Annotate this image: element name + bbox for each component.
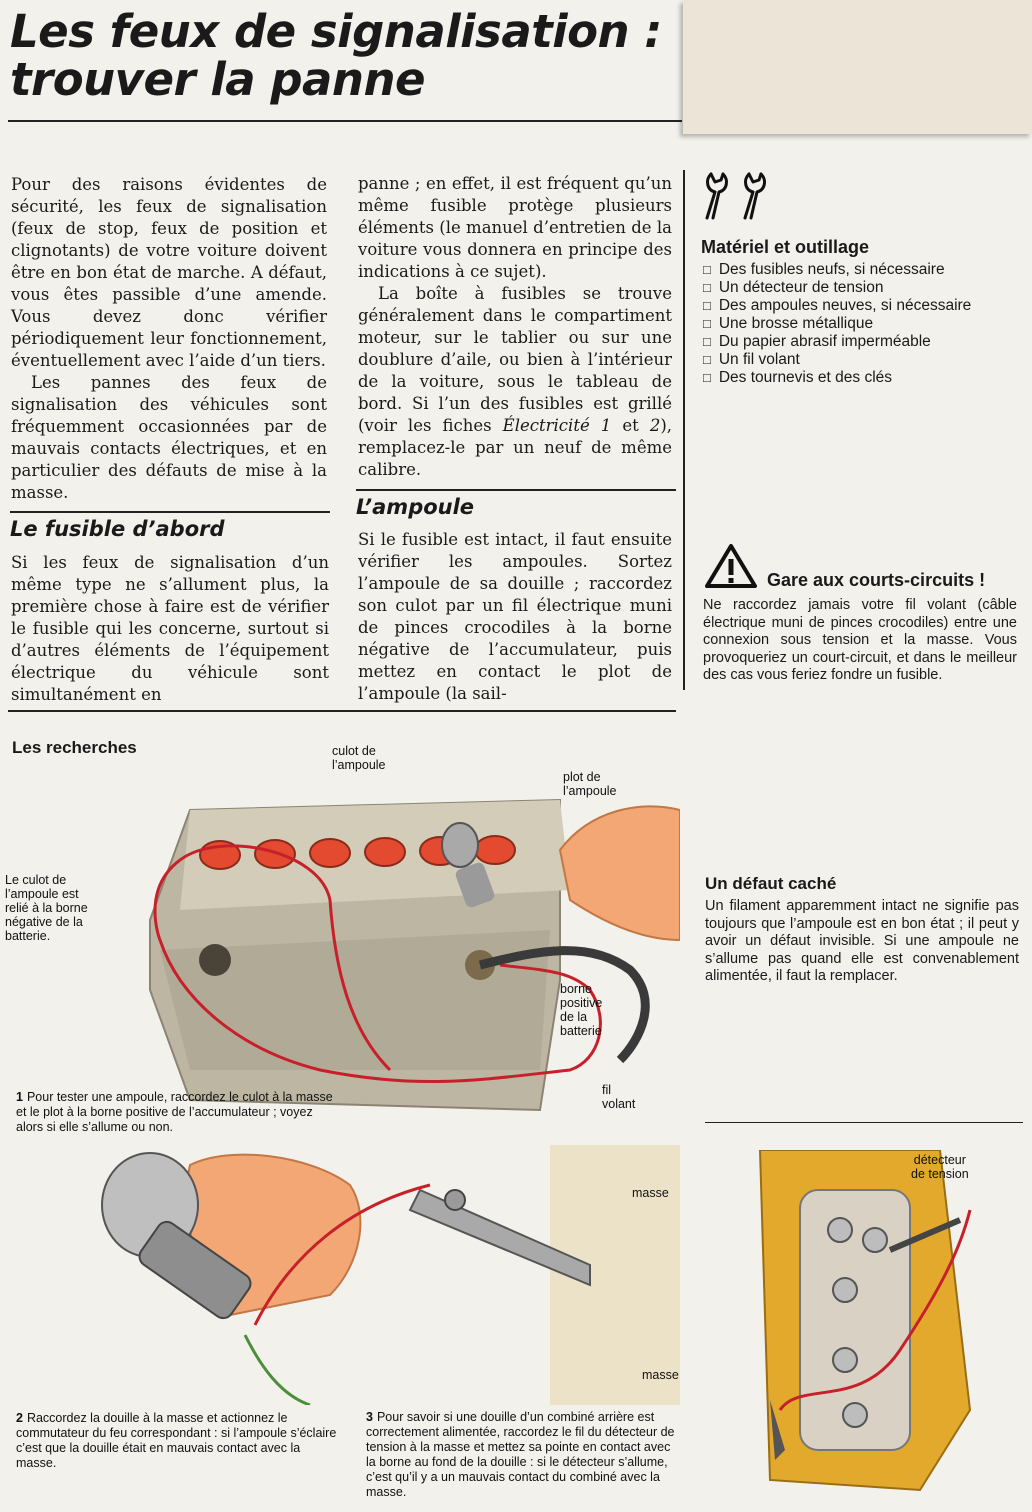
intro-paragraph-1: Pour des raisons évidentes de sécurité, les feux de signalisation (feux de stop, feux de position et clignotants) de votre voiture doivent être en bon état de marche. A défaut, vous êtes passible d’une amende. Vous devez donc vérifier périodiquement leur fonctionnement, éventuellement avec l’aide d’un tiers. xyxy=(11,175,327,370)
tools-item: □ Des fusibles neufs, si nécessaire xyxy=(703,261,1023,279)
corner-paper-tab xyxy=(683,0,1032,134)
warning-icon xyxy=(703,542,759,590)
intro-text xyxy=(11,174,327,504)
tools-item: □ Du papier abrasif imperméable xyxy=(703,333,1023,351)
label-culot: culot de l’ampoule xyxy=(332,744,386,772)
page-title: Les feux de signalisation : trouver la panne xyxy=(10,5,662,106)
tools-item: □ Un détecteur de tension xyxy=(703,279,1023,297)
tools-title: Matériel et outillage xyxy=(701,237,870,257)
recherches-heading: Les recherches xyxy=(12,738,137,757)
fig3-caption: 3 Pour savoir si une douille d’un combiné arrière est correctement alimentée, raccordez le fil du détecteur de tension à la masse et mettez sa pointe en contact avec la borne au fond de la douille : si le détecteur s’allume, c’est qu’il y a un mauvais contact du combiné avec la masse. xyxy=(366,1410,675,1499)
tail-light-illustration xyxy=(740,1150,1032,1512)
tools-item: □ Une brosse métallique xyxy=(703,315,1023,333)
warning-text: Ne raccordez jamais votre fil volant (câble électrique muni de pinces crocodiles) entre une connexion sous tension et la masse. Vous provoqueriez un court-circuit, et dans le meilleur des cas vous feriez fondre un fusible. xyxy=(703,597,1017,683)
label-left: Le culot de l’ampoule est relié à la borne négative de la batterie. xyxy=(5,873,88,943)
tools-item: □ Un fil volant xyxy=(703,351,1023,369)
label-fil: fil volant xyxy=(602,1083,636,1111)
fusible-heading: Le fusible d’abord xyxy=(10,511,330,541)
label-borne: borne positive de la batterie xyxy=(560,982,603,1038)
column-divider xyxy=(683,170,685,690)
battery-illustration xyxy=(120,770,680,1130)
tools-item: □ Des tournevis et des clés xyxy=(703,369,1023,387)
col2-paragraph-2: La boîte à fusibles se trouve généralement dans le compartiment moteur, sur le tablier ou sur une doublure d’aile, ou bien à l’intérieur de la voiture, sous le tableau de bord. Si l’un des fusibles est grillé (voir les fiches Électricité 1 et 2), remplacez-le par un neuf de même calibre. xyxy=(358,284,672,479)
fusible-paragraph: Si les feux de signalisation d’un même type ne s’allument plus, la première chose à faire est de vérifier le fusible qui les concerne, surtout si d’autres éléments de l’équipement électrique du véhicule sont simultanément en xyxy=(11,553,329,704)
label-detecteur: détecteur de tension xyxy=(911,1153,969,1181)
fig1-caption: 1 Pour tester une ampoule, raccordez le culot à la masse et le plot à la borne positive de l’accumulateur ; voyez alors si elle s’allume ou non. xyxy=(16,1090,333,1134)
col2-text xyxy=(358,173,672,481)
warning-title: Gare aux courts-circuits ! xyxy=(767,570,986,590)
label-masse-2: masse xyxy=(632,1186,669,1200)
tools-item: □ Des ampoules neuves, si nécessaire xyxy=(703,297,1023,315)
tools-list xyxy=(703,261,1023,387)
intro-paragraph-2: Les pannes des feux de signalisation des véhicules sont fréquemment occasionnées par de mauvais contacts électriques, et en particulier des défauts de mise à la masse. xyxy=(11,373,327,502)
defaut-rule xyxy=(705,1122,1023,1123)
defaut-text: Un filament apparemment intact ne signifie pas toujours que l’ampoule est en bon état ; il peut y avoir un défaut invisible. Si une ampoule ne s’allume pas quand elle est convenablement alimentée, il faut la remplacer. xyxy=(705,898,1019,984)
section-rule xyxy=(8,710,676,712)
ampoule-text xyxy=(358,529,672,705)
label-masse-3: masse xyxy=(642,1368,679,1382)
title-rule xyxy=(8,120,682,122)
socket-illustration xyxy=(30,1145,680,1405)
ampoule-paragraph: Si le fusible est intact, il faut ensuite vérifier les ampoules. Sortez l’ampoule de sa douille ; raccordez son culot par un fil électrique muni de pinces crocodiles à la borne négative de l’accumulateur, puis mettez en contact le plot de l’ampoule (la sail- xyxy=(358,530,672,703)
col2-paragraph-1: panne ; en effet, il est fréquent qu’un même fusible protège plusieurs éléments (le manuel d’entretien de la voiture vous donnera en principe des indications à ce sujet). xyxy=(358,174,672,281)
label-plot: plot de l’ampoule xyxy=(563,770,617,798)
wrench-icon xyxy=(703,166,783,222)
fusible-text xyxy=(11,552,329,706)
ampoule-heading: L’ampoule xyxy=(356,489,676,519)
defaut-heading: Un défaut caché xyxy=(705,874,837,893)
fig2-caption: 2 Raccordez la douille à la masse et actionnez le commutateur du feu correspondant : si l’ampoule s’éclaire c’est que la douille était en mauvais contact avec la masse. xyxy=(16,1411,337,1470)
